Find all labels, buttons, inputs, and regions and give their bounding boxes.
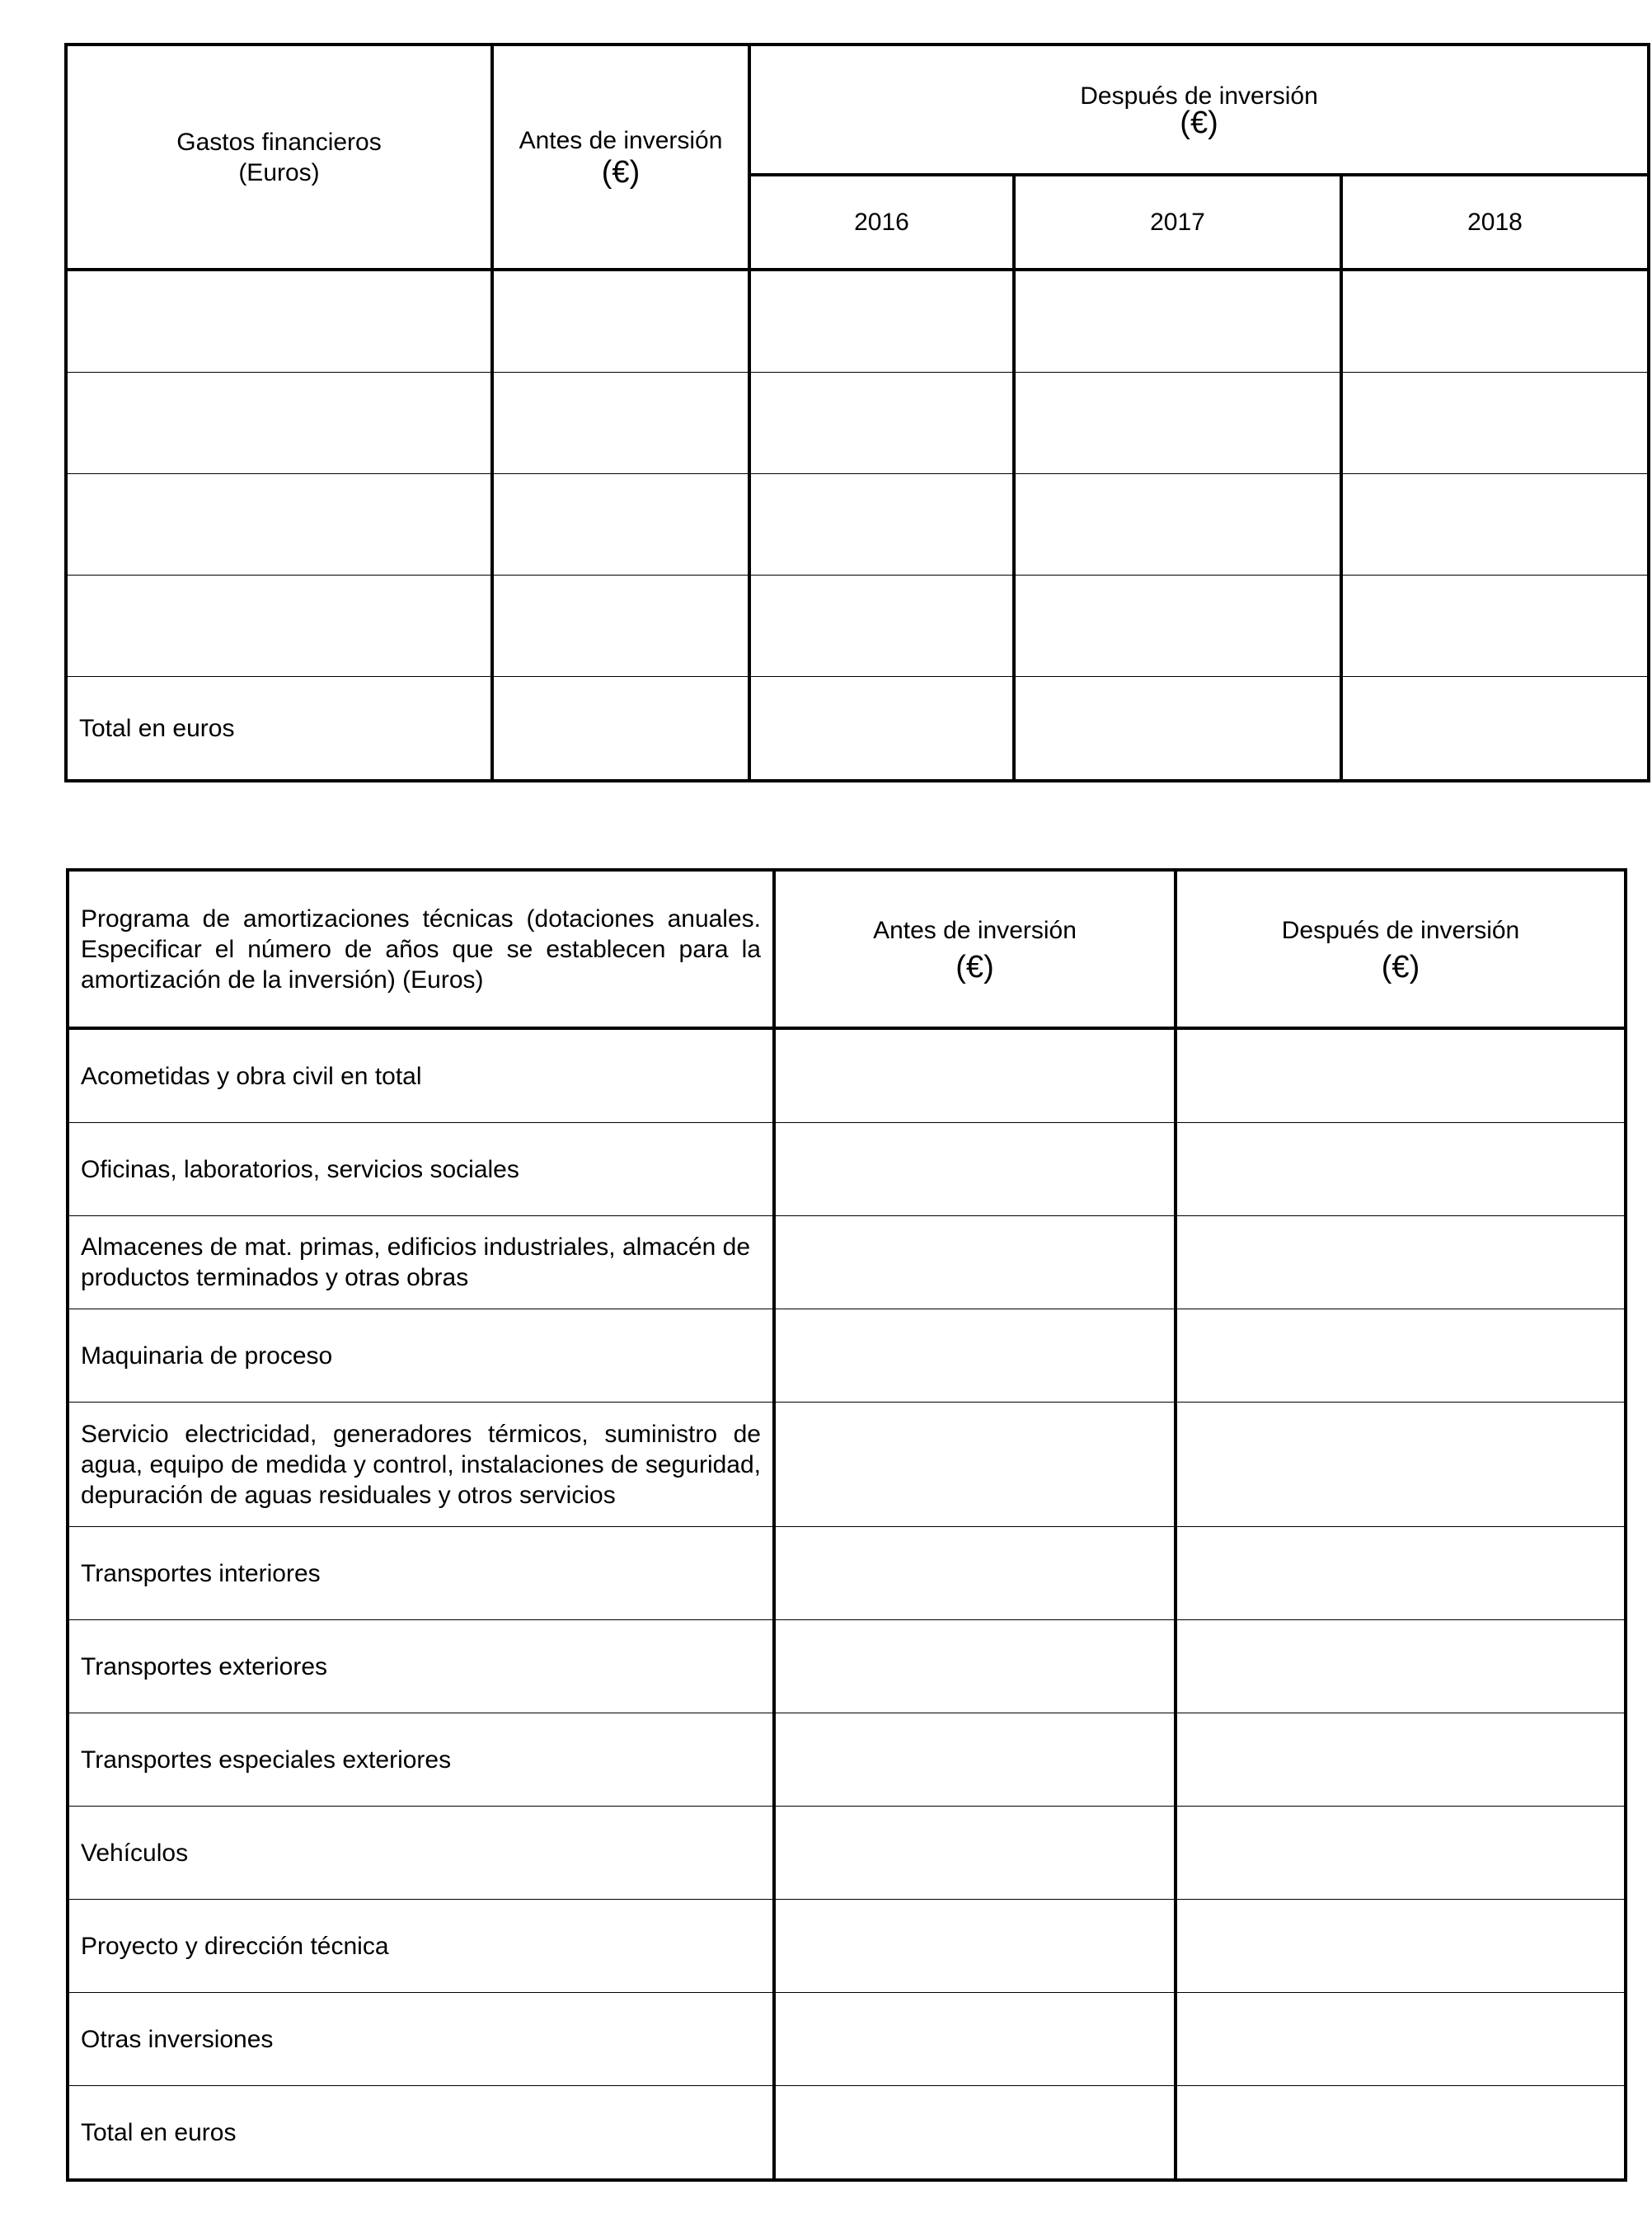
despues-cell[interactable] xyxy=(1176,1807,1626,1900)
euro-unit: (€) xyxy=(1381,949,1420,984)
label-cell[interactable] xyxy=(66,270,492,373)
table-row xyxy=(66,576,1649,677)
table-row xyxy=(68,1527,1626,1620)
gastos-financieros-label: Gastos financieros xyxy=(176,128,382,156)
value-cell-2017[interactable] xyxy=(1014,474,1341,576)
year-header-2018: 2018 xyxy=(1341,175,1649,270)
value-cell-2017[interactable] xyxy=(1014,270,1341,373)
antes-inversion-label: Antes de inversión xyxy=(873,916,1077,944)
despues-inversion-header xyxy=(749,45,1649,175)
despues-cell[interactable] xyxy=(1176,1620,1626,1713)
row-label: Almacenes de mat. primas, edificios industriales, almacén de productos terminados y otras obras xyxy=(68,1216,774,1309)
amortizaciones-table xyxy=(66,868,1627,2182)
antes-cell[interactable] xyxy=(774,1028,1176,1123)
table-row xyxy=(66,270,1649,373)
euro-symbol: € xyxy=(1190,105,1208,140)
despues-cell[interactable] xyxy=(1176,1216,1626,1309)
despues-cell[interactable] xyxy=(1176,1403,1626,1527)
despues-inversion-label: Después de inversión xyxy=(1281,916,1520,944)
row-label: Otras inversiones xyxy=(68,1993,774,2086)
value-cell-2018[interactable] xyxy=(1341,270,1649,373)
value-cell-2018[interactable] xyxy=(1341,474,1649,576)
total-label: Total en euros xyxy=(66,677,492,782)
row-label: Vehículos xyxy=(68,1807,774,1900)
row-label: Transportes interiores xyxy=(68,1527,774,1620)
antes-cell[interactable] xyxy=(774,1123,1176,1216)
table-row xyxy=(68,1216,1626,1309)
value-cell-2017[interactable] xyxy=(1014,576,1341,677)
antes-cell[interactable] xyxy=(492,270,749,373)
despues-cell[interactable] xyxy=(1176,1527,1626,1620)
table-row xyxy=(66,373,1649,474)
table-row xyxy=(68,1713,1626,1807)
row-label: Acometidas y obra civil en total xyxy=(68,1028,774,1123)
value-cell-2017[interactable] xyxy=(1014,373,1341,474)
despues-cell[interactable] xyxy=(1176,1993,1626,2086)
antes-cell[interactable] xyxy=(774,1620,1176,1713)
antes-cell[interactable] xyxy=(774,1216,1176,1309)
table-row xyxy=(68,1620,1626,1713)
row-label: Proyecto y dirección técnica xyxy=(68,1900,774,1993)
total-antes-cell[interactable] xyxy=(774,2086,1176,2181)
label-cell[interactable] xyxy=(66,373,492,474)
value-cell-2018[interactable] xyxy=(1341,576,1649,677)
euro-unit: (€) xyxy=(601,155,641,190)
label-cell[interactable] xyxy=(66,474,492,576)
table-row xyxy=(68,1403,1626,1527)
antes-inversion-label: Antes de inversión xyxy=(519,127,723,154)
value-cell-2018[interactable] xyxy=(1341,373,1649,474)
row-label: Transportes especiales exteriores xyxy=(68,1713,774,1807)
total-row xyxy=(68,2086,1626,2181)
row-label: Servicio electricidad, generadores térmicos, suministro de agua, equipo de medida y control, instalaciones de seguridad, depuración de aguas residuales y otros servicios xyxy=(68,1403,774,1527)
gastos-financieros-unit: (Euros) xyxy=(238,158,320,186)
antes-cell[interactable] xyxy=(774,1993,1176,2086)
despues-inversion-label: Después de inversión xyxy=(1080,82,1318,110)
antes-cell[interactable] xyxy=(492,474,749,576)
table-row xyxy=(68,1900,1626,1993)
gastos-financieros-header xyxy=(66,45,492,270)
row-label: Oficinas, laboratorios, servicios sociales xyxy=(68,1123,774,1216)
antes-cell[interactable] xyxy=(774,1527,1176,1620)
despues-cell[interactable] xyxy=(1176,1900,1626,1993)
antes-cell[interactable] xyxy=(774,1713,1176,1807)
antes-cell[interactable] xyxy=(774,1900,1176,1993)
table-row xyxy=(68,1993,1626,2086)
gastos-financieros-table xyxy=(64,43,1650,782)
total-label: Total en euros xyxy=(68,2086,774,2181)
antes-inversion-header xyxy=(492,45,749,270)
euro-symbol: € xyxy=(612,155,630,190)
row-label: Transportes exteriores xyxy=(68,1620,774,1713)
table-row xyxy=(68,1123,1626,1216)
table-row xyxy=(68,1309,1626,1403)
table-row xyxy=(68,1807,1626,1900)
total-cell-2018[interactable] xyxy=(1341,677,1649,782)
amortizaciones-header: Programa de amortizaciones técnicas (dotaciones anuales. Especificar el número de años que se establecen para la amortización de la inversión) (Euros) xyxy=(68,870,774,1028)
despues-cell[interactable] xyxy=(1176,1123,1626,1216)
antes-cell[interactable] xyxy=(492,576,749,677)
total-despues-cell[interactable] xyxy=(1176,2086,1626,2181)
euro-symbol: € xyxy=(965,949,984,984)
antes-cell[interactable] xyxy=(492,373,749,474)
value-cell-2016[interactable] xyxy=(749,270,1014,373)
total-cell-2016[interactable] xyxy=(749,677,1014,782)
antes-cell[interactable] xyxy=(774,1807,1176,1900)
table-row xyxy=(66,474,1649,576)
value-cell-2016[interactable] xyxy=(749,474,1014,576)
euro-unit: (€) xyxy=(1180,105,1218,140)
despues-cell[interactable] xyxy=(1176,1713,1626,1807)
table-row xyxy=(68,1028,1626,1123)
label-cell[interactable] xyxy=(66,576,492,677)
total-antes-cell[interactable] xyxy=(492,677,749,782)
year-header-2017: 2017 xyxy=(1014,175,1341,270)
antes-cell[interactable] xyxy=(774,1403,1176,1527)
year-header-2016: 2016 xyxy=(749,175,1014,270)
total-cell-2017[interactable] xyxy=(1014,677,1341,782)
antes-cell[interactable] xyxy=(774,1309,1176,1403)
row-label: Maquinaria de proceso xyxy=(68,1309,774,1403)
value-cell-2016[interactable] xyxy=(749,576,1014,677)
despues-cell[interactable] xyxy=(1176,1309,1626,1403)
despues-cell[interactable] xyxy=(1176,1028,1626,1123)
antes-inversion-header xyxy=(774,870,1176,1028)
euro-symbol: € xyxy=(1392,949,1410,984)
euro-unit: (€) xyxy=(955,949,994,984)
despues-inversion-header xyxy=(1176,870,1626,1028)
value-cell-2016[interactable] xyxy=(749,373,1014,474)
total-row xyxy=(66,677,1649,782)
